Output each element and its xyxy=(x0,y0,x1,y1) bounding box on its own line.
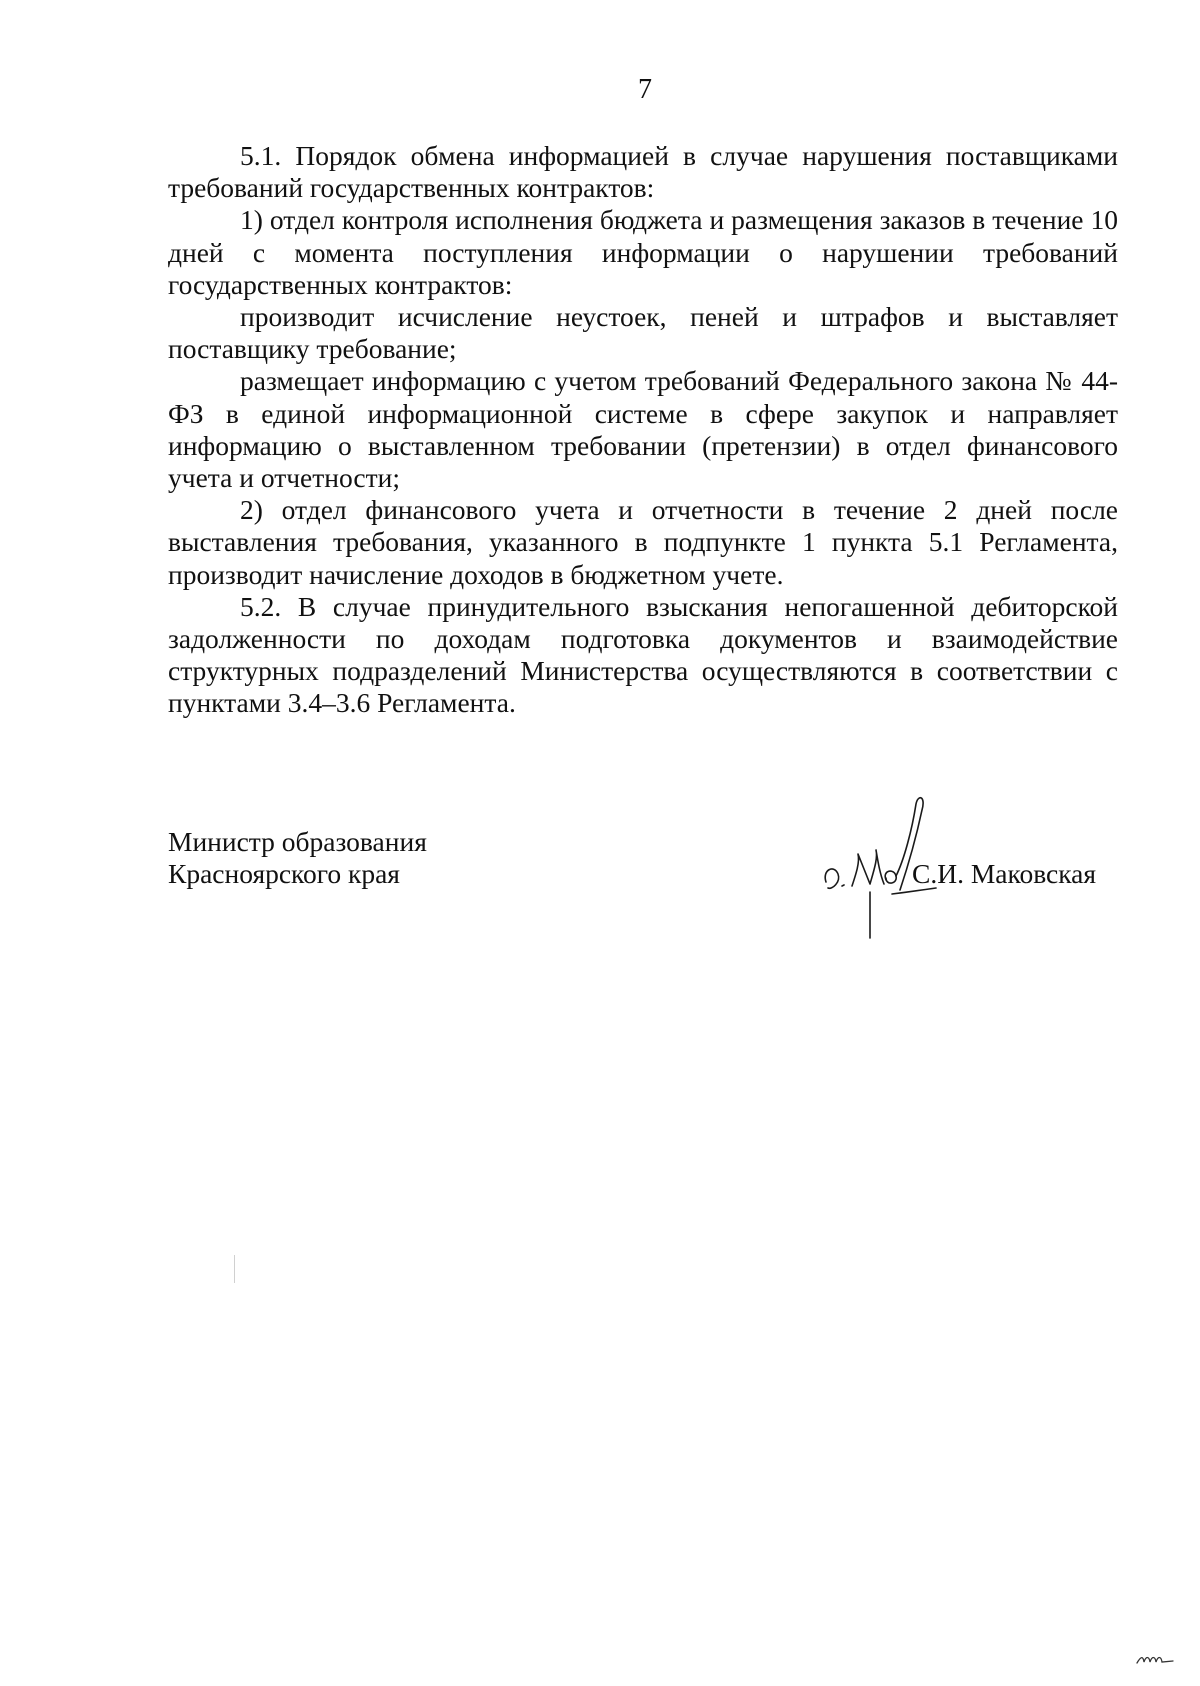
position-line-1: Министр образования xyxy=(168,826,427,857)
scan-artifact xyxy=(234,1255,235,1283)
paragraph-5-1: 5.1. Порядок обмена информацией в случае нарушения поставщиками требований государственных контрактов: xyxy=(168,140,1118,204)
paragraph-5-2: 5.2. В случае принудительного взыскания непогашенной дебиторской задолженности по доходам подготовка документов и взаимодействие структурных подразделений Министерства осуществляются в соответствии с пунктами 3.4–3.6 Регламента. xyxy=(168,590,1118,719)
document-body xyxy=(168,140,1118,720)
paragraph-5-1-item-1: 1) отдел контроля исполнения бюджета и размещения заказов в течение 10 дней с момента поступления информации о нарушении требований государственных контрактов: xyxy=(168,204,1118,300)
signer-name: С.И. Маковская xyxy=(912,858,1097,889)
paragraph-item-1-publication: размещает информацию с учетом требований Федерального закона № 44-ФЗ в единой информационной системе в сфере закупок и направляет информацию о выставленном требовании (претензии) в отдел финансового учета и отчетности; xyxy=(168,365,1118,494)
handwritten-mark-icon xyxy=(1135,1650,1175,1666)
paragraph-item-1-penalties: производит исчисление неустоек, пеней и штрафов и выставляет поставщику требование; xyxy=(168,301,1118,365)
page-number: 7 xyxy=(638,74,652,105)
signatory-position xyxy=(168,826,427,890)
paragraph-5-1-item-2: 2) отдел финансового учета и отчетности в течение 2 дней после выставления требования, указанного в подпункте 1 пункта 5.1 Регламента, производит начисление доходов в бюджетном учете. xyxy=(168,494,1118,590)
position-line-2: Красноярского края xyxy=(168,858,400,889)
